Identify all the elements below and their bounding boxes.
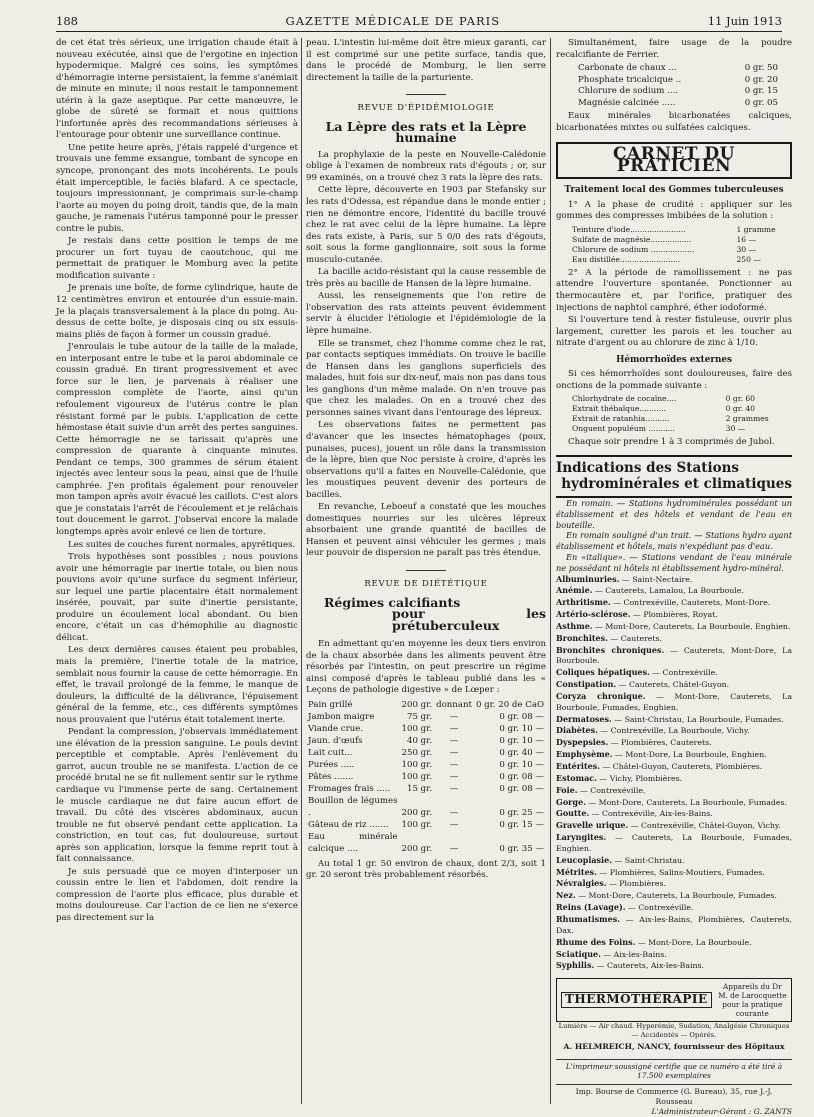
list-item (556, 878, 792, 890)
food-cell: Lait cuit... (308, 747, 353, 758)
disease-name: Bronchites. (556, 632, 608, 643)
station-names: — Contrexéville. (579, 785, 646, 795)
dose-cell: 250 — (736, 254, 761, 264)
paragraph: Eaux minérales bicarbonatées calciques, bicarbonatées mixtes ou sulfatées calciques. (556, 111, 792, 133)
cao-cell: 0 gr. 10 — (499, 735, 544, 746)
station-names: — Contrexéville, Cauterets, Mont-Dore. (613, 598, 771, 608)
table-row (578, 63, 814, 75)
verb-cell: — (449, 843, 459, 854)
cao-cell: 0 gr. 20 de CaO (475, 699, 544, 710)
ad-brand: THERMOTHÉRAPIE (561, 992, 712, 1008)
disease-name: Reins (Lavage). (556, 902, 626, 913)
list-item (556, 867, 792, 879)
ingredient-cell: Phosphate tricalcique .. (578, 74, 682, 85)
table-row (306, 771, 546, 783)
legend-line: En romain. — Stations hydrominérales possédant un établissement et des hôtels et vendant de l'eau en bouteille. (556, 497, 792, 530)
disease-name: Leucoplasie. (556, 854, 612, 865)
station-names: — Cauterets, Châtel-Guyon. (618, 680, 730, 690)
quantity-cell: 15 gr. (407, 783, 433, 794)
recipe-table (572, 394, 789, 434)
verb-cell: — (449, 747, 459, 758)
list-item (556, 832, 792, 855)
cao-cell: 0 gr. 15 — (499, 819, 544, 830)
table-row (572, 414, 789, 424)
paragraph: La bacille acido-résistant qui la cause ressemble de très près au bacille de Hansen de la lèpre humaine. (306, 267, 546, 289)
table-row (306, 759, 546, 771)
disease-name: Névralgies. (556, 878, 607, 889)
food-cell: Fromages frais ..... (308, 783, 391, 794)
ingredient-cell: Chlorure de sodium .................. (572, 244, 695, 254)
food-cell: Bouillon de légumes . (308, 795, 398, 818)
table-row (306, 735, 546, 747)
disease-name: Dyspepsies. (556, 737, 609, 748)
ingredient-cell: Extrait thébaïque........... (572, 404, 666, 414)
paragraph: En revanche, Leboeuf a constaté que les mouches domestiques nourries sur les ulcères lépreux absorbaient une grande quantité de bacilles de Hansen et peuvent ainsi véhiculer les germes ; mais leur pouvoir de dispersion ne paraît pas très étendue. (306, 502, 546, 559)
list-item (556, 820, 792, 832)
table-row (306, 723, 546, 735)
station-names: — Plombières, Salins-Moutiers, Fumades. (599, 867, 765, 877)
food-cell: Jambon maigre (308, 711, 375, 722)
table-row (578, 75, 814, 87)
paragraph: Si l'ouverture tend à rester fistuleuse, ouvrir plus largement, curetter les parois et les toucher au nitrate d'argent ou au chlorure de zinc à 1/10. (556, 315, 792, 349)
ingredient-cell: Chlorhydrate de cocaïne.... (572, 394, 677, 404)
ferrier-powder-table (578, 63, 814, 109)
page-number: 188 (56, 13, 78, 28)
station-names: — Aix-les-Bains. (603, 949, 667, 959)
cao-cell: 0 gr. 25 — (499, 807, 544, 818)
quantity-cell: 100 gr. (401, 771, 433, 782)
cao-cell: 0 gr. 40 — (499, 747, 544, 758)
dose-cell: 16 — (736, 234, 757, 244)
list-item (556, 714, 792, 726)
disease-name: Nez. (556, 890, 576, 901)
column-3 (556, 38, 793, 1116)
station-names: — Châtel-Guyon, Cauterets, Plombières. (602, 762, 763, 772)
paragraph: Pendant la compression, j'observais immédiatement une élévation de la pression sanguine. Le pouls devint perceptible et comptable. Après l'enlèvement du garrot, aucun trouble ne se manifesta. L'action de ce procédé brutal ne se fit nullement sentir sur le rythme cardiaque vu l'immense perte de sang. Certainement le muscle cardiaque ne dut faire aucun effort de travail. Du côté des viscères abdominaux, aucun trouble ne fut observé pendant cette application. La constriction, en tout cas, fut douloureuse, surtout après son application, lorsque la femme reprit tout à fait connaissance. (56, 727, 298, 865)
list-item (556, 808, 792, 820)
station-names: — Contrexéville, Aix-les-Bains. (591, 809, 713, 819)
section-rubric: REVUE DE DIÉTÉTIQUE (306, 570, 546, 591)
station-names: — Plombières, Cauterets. (610, 738, 712, 748)
paragraph: Aussi, les renseignements que l'on retire de l'observation des rats atteints peuvent évidemment servir à élucider l'étiologie et l'épidémiologie de la lèpre humaine. (306, 291, 546, 337)
list-item (556, 737, 792, 749)
stations-list (556, 574, 792, 973)
quantity-cell: 100 gr. (401, 759, 433, 770)
station-names: — Cauterets. (610, 633, 663, 643)
manager-line: L'Administrateur-Gérant : G. ZANTS (651, 1106, 792, 1116)
paragraph: Je restais dans cette position le temps de me procurer un fort tuyau de caoutchouc, qui me permettait de pratiquer le Momburg avec la petite modification suivante : (56, 236, 298, 281)
station-names: — Saint-Nectaire. (621, 574, 693, 584)
paragraph: Trois hypothèses sont possibles ; nous pouvions avoir une hémorragie par inertie totale, ou bien nous pouvions avoir qu'une surface du segment inférieur, sur lequel une partie placentaire était normalement insérée, pouvait, par suite d'inertie persistante, produire un écoulement local abondant. Ou bien encore, c'était un cas d'hémophilie au diagnostic délicat. (56, 552, 298, 643)
list-item (556, 574, 792, 586)
paragraph: peau. L'intestin lui-même doit être mieux garanti, car il est comprimé sur une petite surface, tandis que, dans le procédé de Momburg, le lien serre directement la taille de la parturiente. (306, 38, 546, 83)
list-item (556, 597, 792, 609)
paragraph: Les suites de couches furent normales, apyrétiques. (68, 539, 296, 550)
issue-date: 11 Juin 1913 (707, 13, 782, 28)
paragraph: Cette lèpre, découverte en 1903 par Stefansky sur les rats d'Odessa, est répandue dans le monde entier ; rien ne démontre encore, l'identité du bacille trouvé chez le rat avec celui de la lèpre humaine. La lèpre des rats existe, à Paris, sur 5 0/0 des rats d'égouts, soit sous la forme ganglionnaire, soit sous la forme musculo-cutanée. (306, 185, 546, 265)
paragraph: Si ces hémorrhoïdes sont douloureuses, faire des onctions de la pommade suivante : (556, 369, 792, 391)
table-row (572, 255, 789, 265)
quantity-cell: 75 gr. (407, 711, 433, 722)
verb-cell: — (449, 711, 459, 722)
column-divider (550, 38, 551, 1104)
station-names: — Contrexéville, Châtel-Guyon, Vichy. (630, 821, 781, 831)
food-cell: Jaun. d'œufs (308, 735, 363, 746)
column-2 (306, 38, 546, 1106)
printer-line: Imp. Bourse de Commerce (G. Bureau), 35, rue J.-J. Rousseau (556, 1084, 792, 1107)
verb-cell: — (449, 723, 459, 734)
list-item (556, 914, 792, 937)
table-row (306, 783, 546, 795)
disease-name: Estomac. (556, 772, 597, 783)
list-item (556, 960, 792, 972)
dose-cell: 0 gr. 15 (744, 86, 778, 97)
station-names: — Mont-Dore, Cauterets, La Bourboule, Enghien. (595, 621, 791, 631)
station-names: — Cauterets, Mont-Dore, La Bourboule. (556, 645, 793, 666)
disease-name: Dermatoses. (556, 713, 612, 724)
station-names: — Contrexéville. (628, 903, 694, 913)
station-names: — Cauterets, Lamalou, La Bourboule. (594, 586, 744, 596)
station-names: — Contrexéville. (652, 668, 718, 678)
station-names: — Mont-Dore, Cauterets, La Bourboule, Fumades. (588, 797, 787, 807)
paragraph: Les deux dernières causes étaient peu probables, mais la première, l'inertie totale de la matrice, semblait nous fournir la cause de cette hémorragie. En effet, le travail prolongé de la femme, le manque de douleurs, la difficulté de la délivrance, l'épuisement général de la femme, etc., ces différents symptômes nous prouvaient que l'utérus était totalement inerte. (56, 645, 298, 725)
disease-name: Coryza chronique. (556, 690, 646, 701)
list-item (556, 621, 792, 633)
station-names: — Mont-Dore, Cauterets, La Bourboule, Fumades. (578, 891, 777, 901)
disease-name: Sciatique. (556, 948, 601, 959)
subheading: Traitement local des Gommes tuberculeuses (564, 185, 784, 196)
paragraph: En admettant qu'en moyenne les deux tiers environ de la chaux absorbée dans les aliments peuvent être résorbés par l'intestin, on peut prescrire un régime ainsi composé d'après le tableau publié dans les « Leçons de pathologie digestive » de Lœper : (306, 639, 546, 696)
list-item (556, 667, 792, 679)
station-names: — Saint-Christau, La Bourboule, Fumades. (614, 714, 784, 724)
indications-header (556, 455, 792, 498)
station-names: — Contrexéville, La Bourboule, Vichy. (600, 726, 750, 736)
table-row (306, 699, 546, 711)
indications-subtitle: hydrominérales et climatiques (561, 475, 792, 492)
list-item (556, 749, 792, 761)
column-divider (301, 38, 302, 1104)
list-item (556, 785, 792, 797)
paragraph: La prophylaxie de la peste en Nouvelle-Calédonie oblige à l'examen de nombreux rats d'égouts ; or, sur 99 examinés, on a trouvé chez 3 rats la lèpre des rats. (306, 149, 546, 183)
station-names: — Cauterets, Aix-les-Bains. (596, 961, 704, 971)
quantity-cell: 200 gr. (401, 843, 433, 854)
dose-cell: 0 gr. 50 (744, 63, 778, 74)
table-row (306, 819, 546, 831)
column-1 (56, 38, 298, 1106)
food-cell: Eau minérale calcique .... (308, 831, 398, 854)
recipe-table (572, 225, 789, 265)
ingredient-cell: Teinture d'iode....................... (572, 224, 686, 234)
ingredient-cell: Chlorure de sodium .... (578, 86, 679, 97)
disease-name: Constipation. (556, 679, 617, 690)
subheading: Hémorrhoïdes externes (616, 354, 732, 365)
list-item (556, 949, 792, 961)
disease-name: Métrites. (556, 866, 597, 877)
table-row (578, 86, 814, 98)
dose-cell: 0 gr. 60 (725, 394, 756, 404)
table-row (306, 747, 546, 759)
disease-name: Coliques hépatiques. (556, 667, 650, 678)
paragraph: Elle se transmet, chez l'homme comme chez le rat, par contacts septiques immédiats. On trouve le bacille de Hansen dans les ganglions superficiels des malades, huit fois sur dix-neuf, mais non pas dans tous les ganglions d'un même malade. On n'en trouve pas que chez les malades. On en a trouvé chez des personnes saines vivant dans l'entourage des lépreux. (306, 338, 546, 418)
article-title: La Lèpre des rats et la Lèpre humaine (325, 118, 527, 146)
indications-title: Indications des Stations (556, 459, 739, 476)
station-names: — Aix-les-Bains, Plombières, Cauterets, Dax. (556, 914, 793, 935)
verb-cell: — (449, 819, 459, 830)
calcium-diet-table (306, 699, 546, 855)
disease-name: Rhume des Foins. (556, 936, 636, 947)
cao-cell: 0 gr. 08 — (499, 771, 544, 782)
ingredient-cell: Carbonate de chaux ... (578, 63, 677, 74)
disease-name: Gravelle urique. (556, 820, 629, 831)
table-row (572, 424, 789, 434)
verb-cell: donnant (436, 699, 472, 710)
quantity-cell: 200 gr. (401, 699, 433, 710)
station-names: — Cauterets, La Bourboule, Fumades, Enghien. (556, 833, 792, 853)
legend-line: En «italique». — Stations vendant de l'eau minérale ne possédant ni hôtels ni établissement hydro-minéral. (556, 551, 792, 573)
legend-line: En romain souligné d'un trait. — Stations hydro ayant établissement et hôtels, mais n'expédiant pas d'eau. (556, 530, 792, 552)
ingredient-cell: Onguent populéum ........... (572, 424, 675, 434)
quantity-cell: 40 gr. (407, 735, 433, 746)
cao-cell: 0 gr. 10 — (499, 759, 544, 770)
disease-name: Laryngites. (556, 832, 607, 843)
paragraph: Les observations faites ne permettent pas d'avancer que les insectes hématophages (poux, punaises, puces), jouent un rôle dans la transmission de la lèpre, bien que Noc persiste à croire, d'après les observations qu'il a faites en Nouvelle-Calédonie, que les moustiques peuvent devenir des porteurs de bacilles. (306, 420, 546, 500)
ingredient-cell: Eau distillée......................... (572, 254, 681, 264)
table-row (306, 795, 546, 819)
dose-cell: 2 grammes (725, 414, 769, 424)
food-cell: Pâtes ....... (308, 771, 354, 782)
advertisement (556, 978, 792, 1022)
cao-cell: 0 gr. 08 — (499, 783, 544, 794)
table-row (572, 394, 789, 404)
station-names: — Saint-Christau. (614, 855, 685, 865)
disease-name: Goutte. (556, 808, 590, 819)
list-item (556, 691, 792, 714)
table-row (306, 831, 546, 855)
dose-cell: 30 — (736, 244, 757, 254)
dose-cell: 0 gr. 20 (744, 74, 778, 85)
disease-name: Rhumatismes. (556, 913, 621, 924)
list-item (556, 585, 792, 597)
disease-name: Arthritisme. (556, 597, 611, 608)
disease-name: Syphilis. (556, 960, 595, 971)
list-item (556, 902, 792, 914)
cao-cell: 0 gr. 10 — (499, 723, 544, 734)
station-names: — Mont-Dore, Cauterets, La Bourboule, Fumades, Enghien. (556, 691, 792, 712)
quantity-cell: 250 gr. (401, 747, 433, 758)
paragraph: Une petite heure après, j'étais rappelé d'urgence et trouvais une femme exsangue, tombant de syncope en syncope, prononçant des mots incohérents. Le pouls était imperceptible, le faciès blafard. A ce spectacle, toujours impressionnant, je comprimais sur-le-champ l'aorte au moyen du poing droit, tandis que, de la main gauche, je ramenais l'utérus tamponné pour le presser contre le pubis. (56, 142, 298, 234)
page-header (56, 10, 782, 32)
list-item (556, 761, 792, 773)
table-row (578, 98, 814, 110)
cao-cell: 0 gr. 08 — (499, 711, 544, 722)
station-names: — Plombières, Royat. (633, 610, 718, 620)
disease-name: Foie. (556, 784, 578, 795)
table-row (572, 225, 789, 235)
paragraph: Je suis persuadé que ce moyen d'interposer un coussin entre le lien et l'abdomen, doit rendre la compression de l'aorte plus efficace, plus durable et moins douloureuse. Car l'action de ce lien ne s'exerce pas directement sur la (56, 866, 298, 924)
verb-cell: — (449, 783, 459, 794)
dose-cell: 0 gr. 05 (744, 97, 778, 108)
paragraph: Chaque soir prendre 1 à 3 comprimés de Jubol. (568, 437, 775, 448)
paragraph: Simultanément, faire usage de la poudre recalcifiante de Ferrier. (556, 38, 792, 60)
list-item (556, 725, 792, 737)
dose-cell: 1 gramme (736, 224, 776, 234)
paragraph: Je prenais une boîte, de forme cylindrique, haute de 12 centimètres environ et entourée d'un essuie-main. Je la plaçais transversalement à la place du poing. Au-dessus de cette boîte, je disposais cinq ou six essuis-mains pliés de façon à former un coussin gradué. (56, 283, 298, 340)
ad-seller: A. HELMREICH, NANCY, fournisseur des Hôpitaux (563, 1042, 785, 1052)
disease-name: Emphysème. (556, 749, 613, 760)
article-subtitle: pour les prétuberculeux (392, 606, 546, 633)
list-item (556, 855, 792, 867)
paragraph: J'enroulais le tube autour de la taille de la malade, en interposant entre le tube et la paroi abdominale ce coussin gradué. En tirant progressivement et avec force sur le lien, je parvenais à réaliser une compression complète de l'aorte, ainsi qu'un refoulement vigoureux de l'utérus contre le plan résistant formé par le pubis. L'application de cette hémostase était suivie d'un arrêt des pertes sanguines. Cette hémorragie ne se tarissait qu'après une compression de quarante à cinquante minutes. Pendant ce temps, 300 grammes de sérum étaient injectés avec lenteur sous la peau, ainsi que de l'huile camphrée. J'en profitais également pour renouveler mon tampon après avoir évacué les caillots. C'est alors que je constatais l'arrêt de l'écoulement et je relâchais tout doucement le garrot. J'observai encore la malade longtemps après avoir enlevé ce lien de torture. (56, 342, 298, 537)
list-item (556, 890, 792, 902)
station-names: — Plombières. (608, 879, 667, 889)
disease-name: Albuminuries. (556, 573, 620, 584)
station-names: — Mont-Dore, La Bourboule, Enghien. (615, 750, 767, 760)
quantity-cell: 200 gr. (401, 807, 433, 818)
publication-title: GAZETTE MÉDICALE DE PARIS (285, 13, 501, 28)
quantity-cell: 100 gr. (401, 723, 433, 734)
print-run-notice: L'imprimeur soussigné certifie que ce numéro a été tiré à 17.500 exemplaires (556, 1059, 792, 1081)
section-rubric: REVUE D'ÉPIDÉMIOLOGIE (306, 94, 546, 115)
table-row (572, 235, 789, 245)
quantity-cell: 100 gr. (401, 819, 433, 830)
disease-name: Entérites. (556, 761, 601, 772)
disease-name: Anémie. (556, 585, 593, 596)
food-cell: Pain grillé (308, 699, 353, 710)
article-title: Régimes calcifiants (324, 594, 461, 610)
paragraph: Au total 1 gr. 50 environ de chaux, dont 2/3, soit 1 gr. 20 seront très probablement résorbés. (306, 858, 546, 881)
ingredient-cell: Magnésie calcinée ..... (578, 97, 676, 108)
station-names: — Mont-Dore, La Bourboule. (637, 937, 752, 947)
list-item (556, 609, 792, 621)
disease-name: Asthme. (556, 620, 593, 631)
food-cell: Gâteau de riz ....... (308, 819, 389, 830)
list-item (556, 679, 792, 691)
food-cell: Purées ..... (308, 759, 355, 770)
carnet-title: CARNET DU PRATICIEN (556, 142, 792, 179)
list-item (556, 773, 792, 785)
ad-subtext: Lumière — Air chaud. Hyperémie, Sudation, Analgésie Chroniques — Accidentés — Opérés. (558, 1022, 790, 1040)
station-names: — Vichy, Plombières. (599, 773, 683, 783)
paragraph: de cet état très sérieux, une irrigation chaude était à nouveau exécutée, ainsi que de l'ergotine en injection hypodermique. Malgré ces soins, les symptômes d'hémorragie interne persistaient, la femme s'anémiait de minute en minute; il nous restait le tamponnement utérin à la gaze aseptique. Par cette manœuvre, le globe de sûreté se formait et nous quittions l'infortunée après des recommandations sérieuses à l'entourage pour obtenir une surveillance continue. (56, 38, 298, 141)
ingredient-cell: Sulfate de magnésie................. (572, 234, 692, 244)
dose-cell: 30 — (725, 424, 746, 434)
table-row (306, 711, 546, 723)
ad-description: Appareils du Dr M. de Larocquette pour la pratique courante (718, 982, 787, 1019)
table-row (572, 404, 789, 414)
list-item (556, 645, 792, 668)
list-item (556, 937, 792, 949)
verb-cell: — (449, 807, 459, 818)
dose-cell: 0 gr. 40 (725, 404, 756, 414)
table-row (572, 245, 789, 255)
list-item (556, 633, 792, 645)
food-cell: Viande crue. (308, 723, 364, 734)
disease-name: Bronchites chroniques. (556, 644, 665, 655)
cao-cell: 0 gr. 35 — (499, 843, 544, 854)
verb-cell: — (449, 771, 459, 782)
disease-name: Artério-sclérose. (556, 609, 631, 620)
paragraph: 1° A la phase de crudité : appliquer sur les gommes des compresses imbibées de la solution : (556, 199, 792, 222)
verb-cell: — (449, 735, 459, 746)
list-item (556, 797, 792, 809)
paragraph: 2° A la période de ramollissement : ne pas attendre l'ouverture spontanée. Ponctionner au thermocautère et, par l'orifice, pratiquer des injections de naphtol camphré, éther iodoformé. (556, 267, 792, 313)
verb-cell: — (449, 759, 459, 770)
disease-name: Diabètes. (556, 725, 598, 736)
disease-name: Gorge. (556, 796, 586, 807)
ingredient-cell: Extrait de ratanhia.......... (572, 414, 670, 424)
